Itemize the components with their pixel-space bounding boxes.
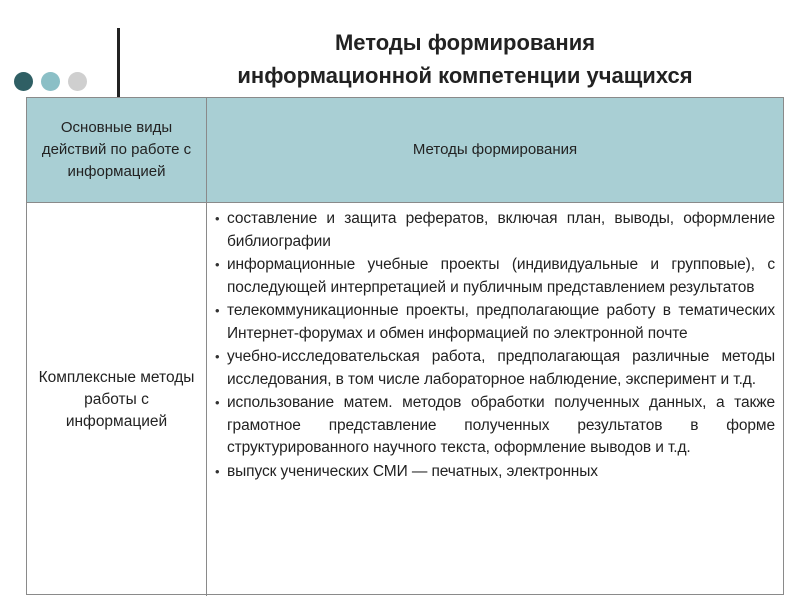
list-item xyxy=(215,254,775,299)
dot-gray xyxy=(68,72,87,91)
list-item-text: • телекоммуникационные проекты, предполагающие работу в тематических Интернет-форумах и обмен информацией по электронной почте xyxy=(227,302,775,342)
list-item-text: • использование матем. методов обработки полученных данных, а также грамотное представление полученных результатов в форме структурированного научного текста, оформление выводов и т.д. xyxy=(227,394,775,456)
dot-teal xyxy=(41,72,60,91)
list-item xyxy=(215,208,775,253)
list-item xyxy=(215,461,775,484)
list-item xyxy=(215,392,775,460)
list-item-text: • выпуск ученических СМИ — печатных, электронных xyxy=(227,462,598,480)
list-item-text: • составление и защита рефератов, включая план, выводы, оформление библиографии xyxy=(227,210,775,250)
dot-dark xyxy=(14,72,33,91)
table-header xyxy=(27,98,783,203)
slide-title xyxy=(130,26,800,92)
table-row xyxy=(27,203,783,596)
header-methods-column: Методы формирования xyxy=(412,141,578,158)
slide-title-line1: Методы формирования xyxy=(334,30,596,55)
title-divider xyxy=(117,28,120,98)
header-actions-column: Основные виды действий по работе с информацией xyxy=(27,98,207,202)
row-label: Комплексные методы работы с информацией xyxy=(27,203,207,596)
methods-list xyxy=(207,203,783,596)
slide-title-line2: информационной компетенции учащихся xyxy=(237,63,693,88)
list-item xyxy=(215,346,775,391)
methods-table xyxy=(26,97,784,595)
decorative-dots xyxy=(14,72,87,91)
list-item-text: • учебно-исследовательская работа, предполагающая различные методы исследования, в том числе лабораторное наблюдение, эксперимент и т.д. xyxy=(227,348,775,388)
list-item xyxy=(215,300,775,345)
list-item-text: • информационные учебные проекты (индивидуальные и групповые), с последующей интерпретацией и публичным представлением результатов xyxy=(227,256,775,296)
